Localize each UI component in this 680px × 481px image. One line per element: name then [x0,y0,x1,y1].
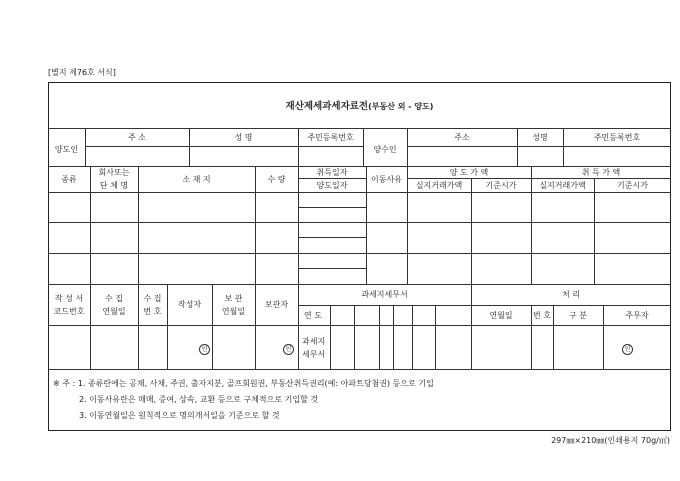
process-header: 처 리 [562,290,580,299]
col-line [330,305,331,369]
address-header: 주 소 [128,133,146,142]
officer-header: 주무자 [625,311,649,320]
writer-header: 작성자 [177,300,202,309]
row-line [48,325,671,326]
keep-date-header-l2: 연월일 [221,307,246,316]
name-header: 성 명 [234,133,253,142]
row-line [48,166,671,167]
office-label-l1: 과세지 [302,337,326,346]
company-header-l1: 회사또는 [98,168,130,177]
col-line [594,178,595,284]
keeper-seal-icon: 인 [283,344,294,355]
year-header: 연 도 [304,311,322,320]
paper-size: 297㎜×210㎜(인쇄용지 70g/㎡) [551,436,670,445]
row-line [48,222,671,223]
standard-price-header: 기준시가 [485,181,517,190]
resident-no-header: 주민등록번호 [307,133,354,142]
col-line [435,305,436,369]
row-line [48,192,671,193]
row-line [407,178,671,179]
recv-no-header-l1: 수 집 [143,294,162,303]
proc-no-header: 번 호 [533,311,551,320]
proc-class-header: 구 분 [569,311,587,320]
acq-date-header: 취득일자 [316,168,348,177]
col-line [412,305,413,369]
recv-date-header-l2: 연월일 [102,307,126,316]
tax-office-header: 과세지세무서 [361,290,408,299]
transferee-label: 양수인 [373,145,397,154]
type-header: 종류 [61,175,77,184]
code-header-l2: 코드번호 [53,307,85,316]
transfer-price-header: 양 도 가 액 [449,168,489,177]
note-2: 2. 이동사유란은 매매, 증여, 상속, 교환 등으로 구체적으로 기입할 것 [79,395,319,404]
row-line [48,128,671,129]
form-number: [별지 제76호 서식] [48,68,116,77]
office-label-l2: 세무서 [302,350,326,359]
col-line [471,178,472,284]
transferor-label: 양도인 [54,145,79,154]
name2-header: 성명 [532,133,548,142]
recv-date-header-l1: 수 집 [105,294,123,303]
keep-date-header-l1: 보 관 [224,294,243,303]
col-line [255,284,256,369]
actual-price2-header: 실지거래가액 [539,181,586,190]
standard-price2-header: 기준시가 [617,181,648,190]
col-line [354,305,355,369]
writer-seal-icon: 인 [199,344,210,355]
reason-header: 이동사유 [371,175,402,184]
address2-header: 주소 [454,133,470,142]
row-line [48,253,671,254]
transfer-date-header: 양도일자 [316,181,348,190]
resident-no2-header: 주민등록번호 [593,133,641,142]
note-3: 3. 이동연월일은 원칙적으로 명의개서일을 기준으로 할 것 [79,411,280,420]
acq-price-header: 취 득 가 액 [581,168,621,177]
col-line [167,284,168,369]
row-line [48,369,671,370]
col-line [393,305,394,369]
row-line [407,146,671,147]
officer-seal-icon: 인 [622,344,633,355]
keeper-header: 보관자 [264,300,289,309]
row-line [298,207,366,208]
row-line [298,178,366,179]
form-title: 재산제세과세자료전(부동산 외 - 양도) [285,101,434,112]
row-line [298,237,366,238]
location-header: 소 재 지 [182,175,211,184]
quantity-header: 수 량 [267,175,286,184]
row-line [85,146,363,147]
row-line [298,268,366,269]
recv-no-header-l2: 번 호 [143,307,162,316]
company-header-l2: 단 체 명 [99,181,129,190]
proc-date-header: 연월일 [489,311,513,320]
note-1: ※ 주 : 1. 종류란에는 공채, 사채, 주권, 출자지분, 골프회원권, 부동산취득권리(예: 아파트당첨권) 등으로 기입 [53,379,434,388]
row-line [48,284,671,285]
col-line [379,305,380,369]
code-header-l1: 작 성 서 [54,294,84,303]
actual-price-header: 실지거래가액 [415,181,463,190]
